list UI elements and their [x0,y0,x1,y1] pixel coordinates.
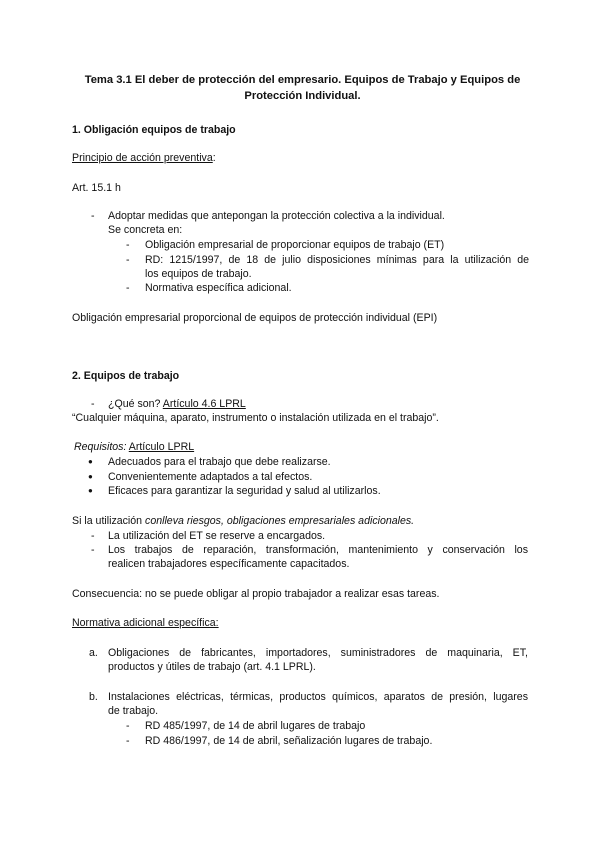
riesgo-item: Los trabajos de reparación, transformación, mantenimiento y conservación los [108,544,528,556]
item-a-line2: productos y útiles de trabajo (art. 4.1 LPRL). [108,661,316,673]
riesgo-italic: conlleva riesgos, obligaciones empresariales adicionales. [145,515,415,527]
requisitos-link[interactable]: Artículo LPRL [128,441,195,453]
dash-marker: - [91,398,95,410]
bullet-marker: ● [88,457,93,466]
requirement-item: Convenientemente adaptados a tal efectos. [108,471,313,483]
section-2-heading: 2. Equipos de trabajo [72,370,180,382]
sub-item: Obligación empresarial de proporcionar equipos de trabajo (ET) [145,239,445,251]
bullet-marker: ● [88,472,93,481]
item-b-line2: de trabajo. [108,705,159,717]
epi-line: Obligación empresarial proporcional de equipos de protección individual (EPI) [72,312,438,324]
rd-item: RD 486/1997, de 14 de abril, señalización lugares de trabajo. [145,735,433,747]
riesgo-plain: Si la utilización [72,515,146,527]
dash-marker: - [126,720,130,732]
item-a-line1: Obligaciones de fabricantes, importadores, suministradores de maquinaria, ET, [108,647,528,659]
rd-item: RD 485/1997, de 14 de abril lugares de trabajo [145,720,366,732]
normativa-heading: Normativa adicional específica: [72,617,219,629]
question-line [108,397,246,411]
item-b-line1: Instalaciones eléctricas, térmicas, productos químicos, aparatos de presión, lugares [108,691,528,703]
list-letter: b. [89,691,98,703]
sub-item: RD: 1215/1997, de 18 de julio disposiciones mínimas para la utilización de [145,254,529,266]
main-bullet-text: Adoptar medidas que antepongan la protección colectiva a la individual. [108,210,445,222]
sub-item: Normativa específica adicional. [145,282,292,294]
dash-marker: - [126,735,130,747]
requirement-item: Eficaces para garantizar la seguridad y salud al utilizarlos. [108,485,381,497]
concreta-text: Se concreta en: [108,224,183,236]
dash-marker: - [91,530,95,542]
requirement-item: Adecuados para el trabajo que debe realizarse. [108,456,331,468]
dash-marker: - [126,254,130,266]
principle-line [72,151,216,165]
riesgo-item: La utilización del ET se reserve a encargados. [108,530,326,542]
dash-marker: - [126,239,130,251]
riesgo-item-continuation: realicen trabajadores específicamente capacitados. [108,558,350,570]
consecuencia-line: Consecuencia: no se puede obligar al propio trabajador a realizar esas tareas. [72,588,440,600]
principle-colon: : [212,152,216,164]
question-text: ¿Qué son? [108,398,163,410]
sub-item-continuation: los equipos de trabajo. [145,268,252,280]
bullet-marker: ● [88,486,93,495]
dash-marker: - [91,544,95,556]
requisitos-label: Requisitos: [74,441,127,453]
definition-quote: “Cualquier máquina, aparato, instrumento o instalación utilizada en el trabajo”. [72,412,439,424]
principle-label: Principio de acción preventiva [72,152,213,164]
article-link[interactable]: Artículo 4.6 LPRL [162,398,246,410]
dash-marker: - [91,210,95,222]
section-1-heading: 1. Obligación equipos de trabajo [72,124,236,136]
list-letter: a. [89,647,98,659]
document-title: Tema 3.1 El deber de protección del empresario. Equipos de Trabajo y Equipos de Protección Individual. [84,74,521,102]
article-ref: Art. 15.1 h [72,182,121,194]
requisitos-line [74,440,194,454]
riesgo-line [72,514,414,528]
dash-marker: - [126,282,130,294]
